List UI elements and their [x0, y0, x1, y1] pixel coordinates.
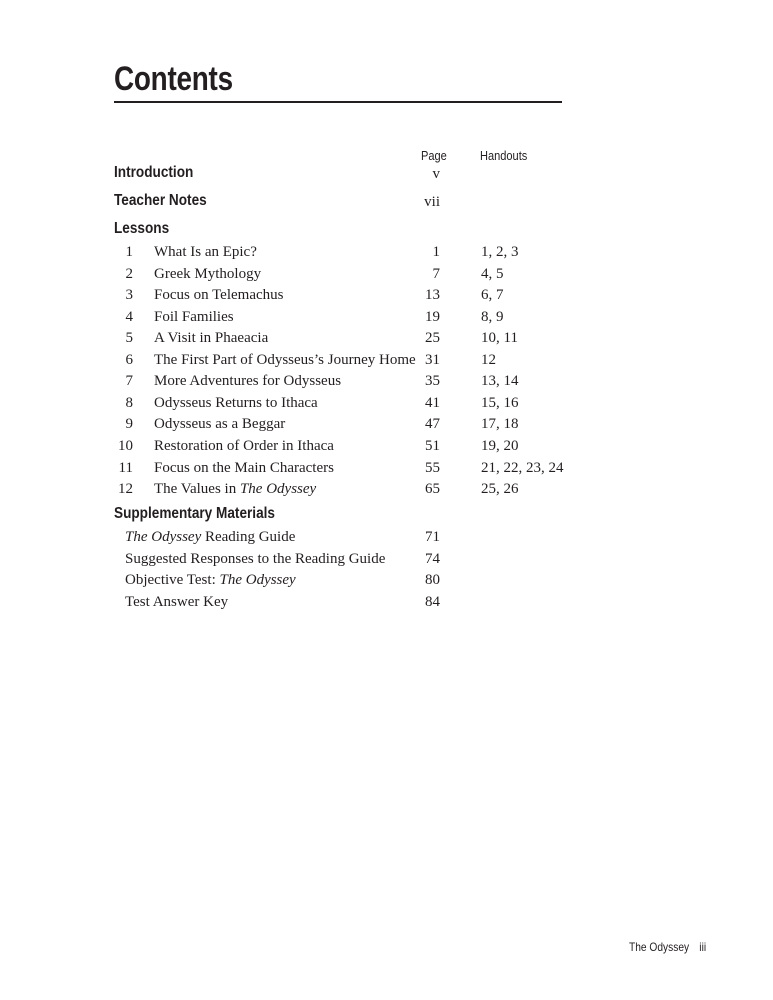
- lesson-number: 4: [125, 308, 133, 325]
- supplementary-title-italic: The Odyssey: [219, 572, 296, 589]
- lesson-title-text: Odysseus as a Beggar: [154, 416, 286, 433]
- supplementary-title-text: Suggested Responses to the Reading Guide: [125, 550, 386, 567]
- lesson-title: [154, 436, 334, 456]
- lesson-title: [154, 328, 268, 348]
- lesson-title-text: Focus on the Main Characters: [154, 459, 334, 476]
- lesson-handouts: 15, 16: [481, 394, 519, 411]
- supplementary-title-text: Objective Test:: [125, 572, 220, 589]
- toc-row-supplementary: [0, 570, 773, 590]
- lesson-title: [154, 479, 316, 499]
- lesson-page: 1: [432, 244, 440, 260]
- toc-row-lesson: [0, 307, 773, 327]
- lesson-handouts: 17, 18: [481, 416, 519, 433]
- lesson-number: 6: [125, 351, 133, 368]
- toc-row-lesson: [0, 371, 773, 391]
- supplementary-title: [125, 570, 296, 590]
- toc-row-lesson: [0, 436, 773, 456]
- lesson-page: 65: [425, 481, 440, 498]
- lesson-page: 35: [425, 373, 440, 390]
- lesson-title: [154, 371, 341, 391]
- lesson-handouts: 6, 7: [481, 287, 504, 304]
- lesson-handouts: 4, 5: [481, 265, 504, 282]
- section-introduction-page: v: [432, 166, 440, 182]
- lesson-number: 2: [125, 265, 133, 282]
- lesson-page: 31: [425, 351, 440, 368]
- lesson-number: 8: [125, 394, 133, 411]
- supplementary-title: [125, 592, 228, 612]
- section-teacher-notes-page: vii: [424, 194, 440, 210]
- lesson-number: 10: [118, 437, 133, 454]
- toc-row-lesson: [0, 328, 773, 348]
- lesson-title-text: Greek Mythology: [154, 265, 262, 282]
- lesson-page: 19: [425, 308, 440, 325]
- lesson-title: [154, 242, 257, 262]
- lesson-title: [154, 458, 334, 478]
- title-rule: [114, 101, 562, 103]
- lesson-title-text: More Adventures for Odysseus: [154, 373, 342, 390]
- section-introduction: Introduction: [114, 164, 194, 181]
- lesson-page: 55: [425, 459, 440, 476]
- lesson-title-text: What Is an Epic?: [154, 244, 257, 260]
- supplementary-title-italic: The Odyssey: [125, 529, 202, 545]
- supplementary-page: 84: [425, 593, 440, 610]
- toc-row-lesson: [0, 458, 773, 478]
- lesson-title-text: A Visit in Phaeacia: [154, 330, 269, 347]
- toc-row-lesson: [0, 264, 773, 284]
- lesson-title: [154, 307, 234, 327]
- toc-row-supplementary: [0, 592, 773, 612]
- toc-row-lesson: [0, 393, 773, 413]
- lesson-handouts: 12: [481, 351, 496, 368]
- section-supplementary: Supplementary Materials: [114, 505, 275, 522]
- lesson-title: [154, 414, 285, 434]
- lesson-title: [154, 393, 318, 413]
- column-header-handouts: Handouts: [480, 148, 528, 163]
- lesson-page: 25: [425, 330, 440, 347]
- supplementary-page: 80: [425, 572, 440, 589]
- footer-page-number: iii: [699, 940, 707, 954]
- lesson-number: 3: [125, 287, 133, 304]
- toc-row-lesson: [0, 479, 773, 499]
- toc-row-lesson: [0, 285, 773, 305]
- lesson-title: [154, 264, 261, 284]
- section-teacher-notes: Teacher Notes: [114, 192, 207, 209]
- lesson-number: 9: [125, 416, 133, 433]
- lesson-title-text: The Values in: [154, 481, 240, 498]
- supplementary-page: 71: [425, 529, 440, 545]
- toc-row-lesson: [0, 350, 773, 370]
- lesson-title: [154, 350, 416, 370]
- toc-row-supplementary: [0, 549, 773, 569]
- toc-row-supplementary: [0, 527, 773, 547]
- lesson-title-text: Odysseus Returns to Ithaca: [154, 394, 318, 411]
- toc-row-lesson: [0, 414, 773, 434]
- lesson-title-text: The First Part of Odysseus’s Journey Home: [154, 351, 416, 368]
- lesson-handouts: 8, 9: [481, 308, 504, 325]
- supplementary-title: [125, 527, 295, 547]
- lesson-handouts: 1, 2, 3: [481, 244, 519, 260]
- supplementary-title: [125, 549, 385, 569]
- lesson-handouts: 19, 20: [481, 437, 519, 454]
- page-title: Contents: [114, 60, 233, 98]
- lesson-page: 13: [425, 287, 440, 304]
- lesson-number: 12: [118, 481, 133, 498]
- lesson-title: [154, 285, 284, 305]
- lesson-handouts: 21, 22, 23, 24: [481, 459, 564, 476]
- lesson-handouts: 25, 26: [481, 481, 519, 498]
- lesson-page: 47: [425, 416, 440, 433]
- lesson-page: 7: [432, 265, 440, 282]
- lesson-handouts: 13, 14: [481, 373, 519, 390]
- lesson-handouts: 10, 11: [481, 330, 518, 347]
- lesson-number: 7: [125, 373, 133, 390]
- lesson-title-text: Restoration of Order in Ithaca: [154, 437, 334, 454]
- lesson-page: 41: [425, 394, 440, 411]
- lesson-title-italic: The Odyssey: [239, 481, 317, 498]
- toc-row-lesson: [0, 242, 773, 262]
- lesson-title-text: Focus on Telemachus: [154, 287, 284, 304]
- lesson-number: 1: [125, 244, 133, 260]
- supplementary-title-text: Reading Guide: [201, 529, 296, 545]
- lesson-number: 11: [118, 459, 133, 476]
- lesson-title-text: Foil Families: [154, 308, 234, 325]
- supplementary-page: 74: [425, 550, 440, 567]
- section-lessons: Lessons: [114, 220, 170, 237]
- supplementary-title-text: Test Answer Key: [125, 593, 229, 610]
- page-footer: [629, 940, 706, 954]
- lesson-page: 51: [425, 437, 440, 454]
- column-header-page: Page: [421, 148, 447, 163]
- footer-book-title: The Odyssey: [629, 940, 690, 954]
- lesson-number: 5: [125, 330, 133, 347]
